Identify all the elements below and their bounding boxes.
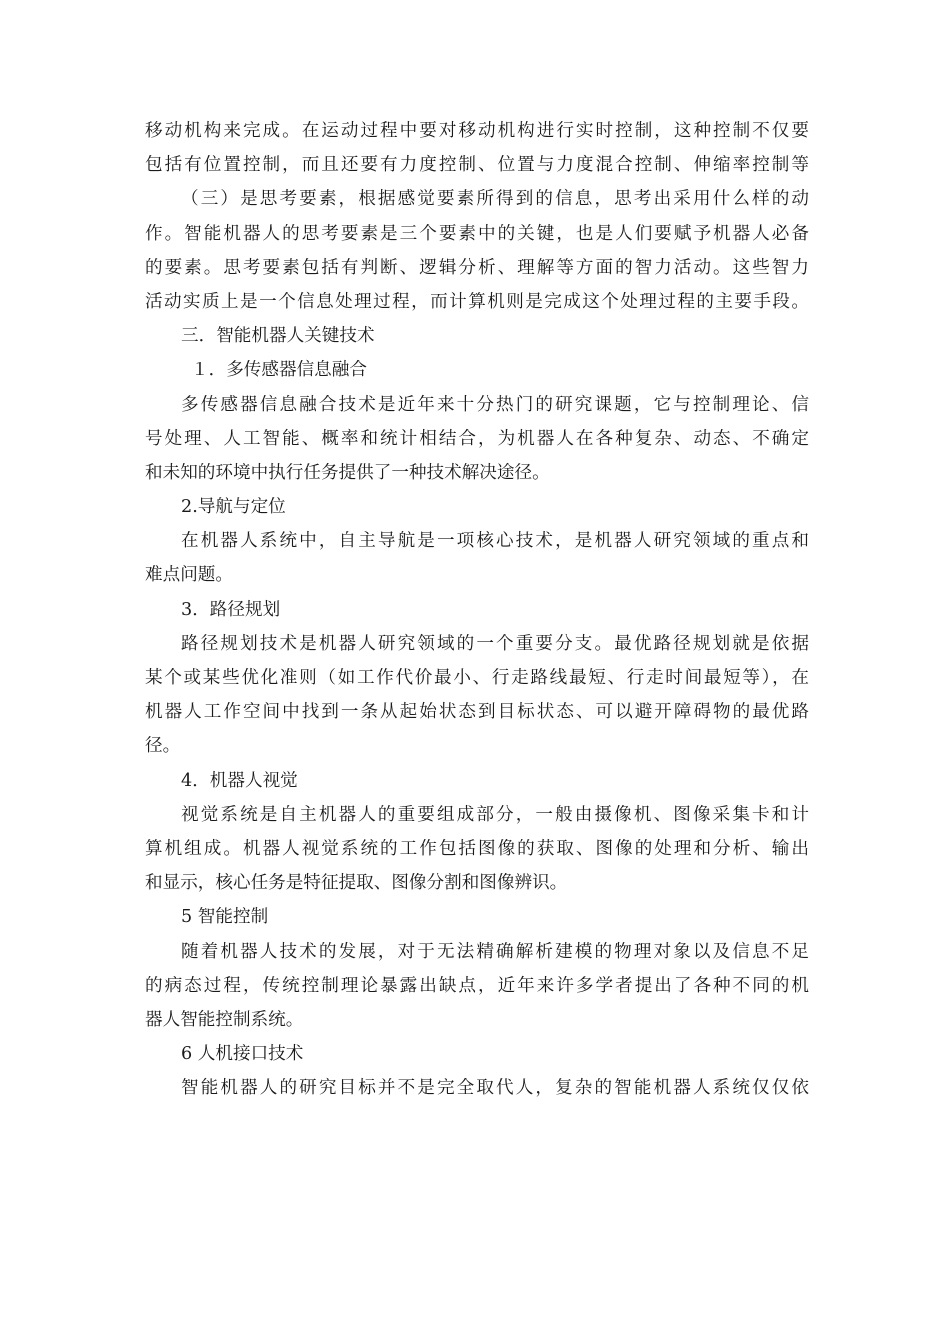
paragraph-start-line: 视觉系统是自主机器人的重要组成部分，一般由摄像机、图像采集卡和计 (181, 804, 809, 825)
paragraph-start-line: 智能机器人的研究目标并不是完全取代人，复杂的智能机器人系统仅仅依 (181, 1078, 809, 1099)
paragraph-end-line: 难点问题。 (145, 565, 233, 586)
paragraph-start-line: （三）是思考要素，根据感觉要素所得到的信息，思考出采用什么样的动 (181, 189, 809, 210)
text-line: 的要素。思考要素包括有判断、逻辑分析、理解等方面的智力活动。这些智力 (145, 257, 809, 278)
subsection-heading: 6 人机接口技术 (181, 1044, 304, 1065)
paragraph-end-line: 径。 (145, 736, 181, 757)
subsection-heading: 5 智能控制 (181, 907, 269, 928)
text-line: 作。智能机器人的思考要素是三个要素中的关键，也是人们要赋予机器人必备 (145, 223, 809, 244)
paragraph-end-line: 和未知的环境中执行任务提供了一种技术解决途径。 (145, 462, 550, 483)
text-line: 某个或某些优化准则（如工作代价最小、行走路线最短、行走时间最短等），在 (145, 668, 809, 688)
text-line: 算机组成。机器人视觉系统的工作包括图像的获取、图像的处理和分析、输出 (145, 838, 809, 859)
text-line: 活动实质上是一个信息处理过程，而计算机则是完成这个处理过程的主要手段。 (145, 291, 809, 312)
paragraph-end-line: 和显示，核心任务是特征提取、图像分割和图像辨识。 (145, 873, 568, 894)
text-line: 移动机构来完成。在运动过程中要对移动机构进行实时控制，这种控制不仅要 (145, 121, 809, 141)
paragraph-start-line: 路径规划技术是机器人研究领域的一个重要分支。最优路径规划就是依据 (181, 633, 809, 654)
subsection-heading: 4．机器人视觉 (181, 770, 298, 791)
text-line: 号处理、人工智能、概率和统计相结合，为机器人在各种复杂、动态、不确定 (145, 428, 809, 449)
subsection-heading: 2.导航与定位 (181, 497, 286, 518)
paragraph-start-line: 随着机器人技术的发展，对于无法精确解析建模的物理对象以及信息不足 (181, 941, 809, 962)
document-page (145, 114, 809, 1105)
text-line: 的病态过程，传统控制理论暴露出缺点，近年来许多学者提出了各种不同的机 (145, 975, 809, 996)
text-line: 包括有位置控制，而且还要有力度控制、位置与力度混合控制、伸缩率控制等 (145, 155, 809, 176)
subsection-heading: 3．路径规划 (181, 599, 281, 620)
paragraph-start-line: 在机器人系统中，自主导航是一项核心技术，是机器人研究领域的重点和 (181, 531, 809, 552)
paragraph-start-line: 多传感器信息融合技术是近年来十分热门的研究课题，它与控制理论、信 (181, 394, 809, 415)
subsection-heading: １．多传感器信息融合 (191, 360, 367, 381)
section-heading: 三．智能机器人关键技术 (181, 326, 375, 347)
text-line: 机器人工作空间中找到一条从起始状态到目标状态、可以避开障碍物的最优路 (145, 702, 809, 723)
paragraph-end-line: 器人智能控制系统。 (145, 1009, 304, 1030)
